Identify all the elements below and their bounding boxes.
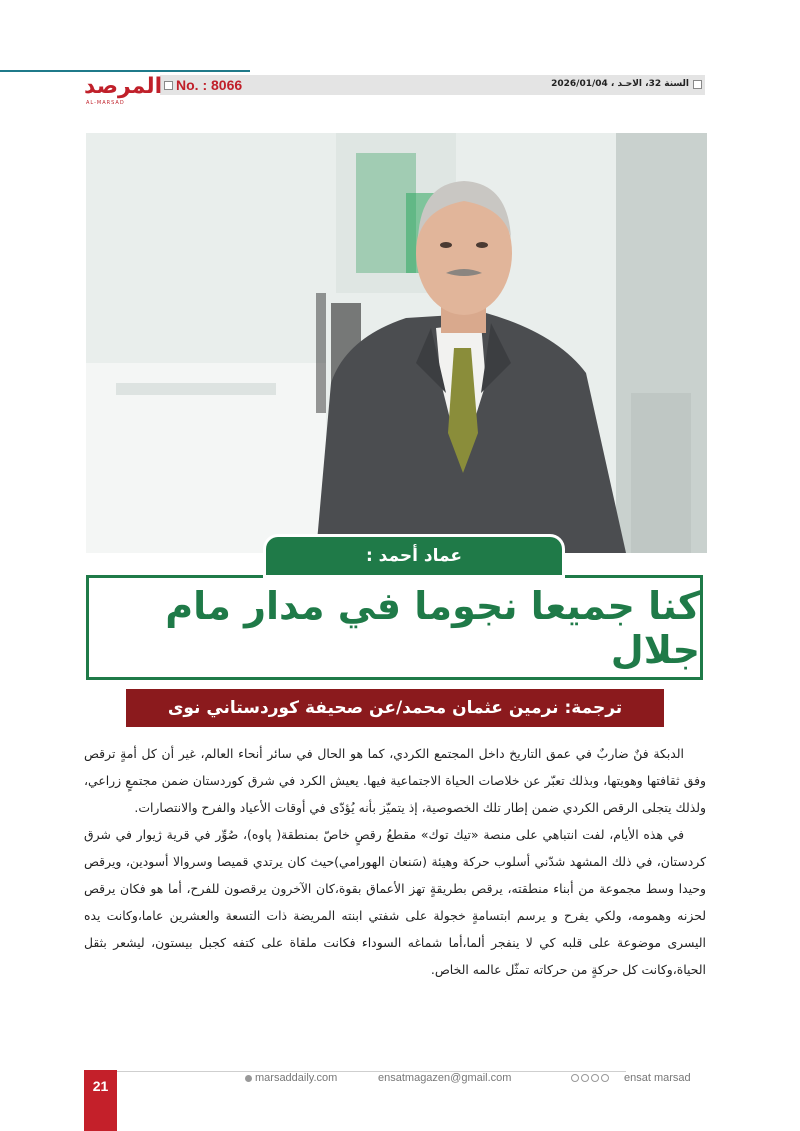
masthead-logo	[84, 74, 163, 108]
top-rule	[0, 70, 250, 72]
article-body	[84, 740, 706, 983]
instagram-icon[interactable]	[591, 1074, 599, 1082]
portrait-photo	[86, 133, 707, 553]
paragraph: الدبكة فنٌ ضاربٌ في عمق التاريخ داخل المجتمع الكردي، كما هو الحال في سائر أنحاء العالم، غير أن كل أمةٍ ترقص وفق ثقافتها وهويتها، وبذلك تعبّر عن خلاصات الحياة الاجتماعية فيها. يعيش الكرد في شرق كوردستان ضمن مجتمعٍ زراعي، ولذلك يتجلى الرقص الكردي ضمن إطار تلك الخصوصية، إذ يتميّز بأنه يُؤدّى في أوقات الأعياد والفرح والانتصارات.	[84, 746, 706, 815]
footer-rule	[86, 1071, 626, 1072]
headline-box	[86, 575, 703, 680]
portrait-illustration	[86, 133, 707, 553]
footer-brand: ensat marsad	[624, 1072, 691, 1084]
youtube-icon[interactable]	[601, 1074, 609, 1082]
bullet-square-icon	[164, 81, 173, 90]
page-number: 21	[84, 1070, 117, 1131]
social-icons	[571, 1074, 609, 1082]
bullet-square-icon	[693, 80, 702, 89]
globe-icon	[245, 1075, 252, 1082]
translator-byline: ترجمة: نرمين عثمان محمد/عن صحيفة كوردستاني نوى	[126, 689, 664, 727]
issue-number	[164, 77, 242, 93]
footer-website[interactable]	[245, 1072, 337, 1084]
author-kicker: عماد أحمد :	[266, 537, 562, 575]
dateline-text: السنة 32، الاحـد ، 2026/01/04	[551, 79, 689, 89]
twitter-icon[interactable]	[581, 1074, 589, 1082]
issue-number-label: No. : 8066	[176, 77, 243, 93]
facebook-icon[interactable]	[571, 1074, 579, 1082]
paragraph: في هذه الأيام، لفت انتباهي على منصة «تيك توك» مقطعُ رقصٍ خاصّ بمنطقة( پاوه)، صُوِّر في قرية ژيوار في شرق كردستان، في ذلك المشهد شدّني أسلوب حركة وهيئة (سَنعان الهورامي)حيث كان يرتدي قميصا وسروالا أسودين، ويرقص وحيدا وسط مجموعة من أبناء منطقته، يرقص بطريقةٍ تهز الأعماق بقوة،كان الآخرون يرقصون للفرح، أما هو فكان يرقص لحزنه وهمومه، ولكي يفرح و يرسم ابتسامةٍ خجولة على شفتي ابنته المريضة ذات التسعة والعشرين عاما،وكانت يده اليسرى موضوعة على قلبه كي لا ينفجر ألما،أما شماغه السوداء فكانت ملقاة على كتفه كجبل بيستون، ليشعر بثقل الحياة،وكانت كل حركةٍ من حركاته تمثّل عالمه الخاص.	[84, 827, 706, 977]
logo-subtitle: AL-MARSAD	[86, 100, 125, 106]
headline: كنا جميعا نجوما في مدار مام جلال	[165, 583, 700, 672]
footer-email[interactable]: ensatmagazen@gmail.com	[378, 1072, 512, 1084]
website-label: marsaddaily.com	[255, 1072, 338, 1084]
logo-wordmark: المرصد	[84, 74, 163, 99]
dateline	[551, 79, 702, 89]
